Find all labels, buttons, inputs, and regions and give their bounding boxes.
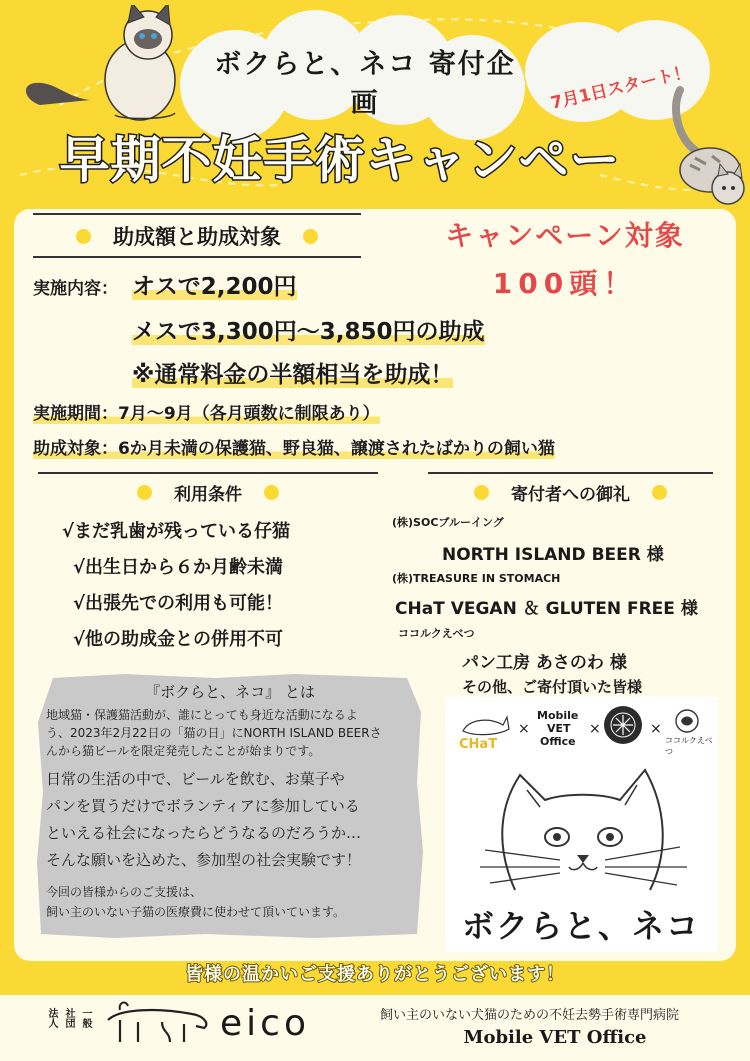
- org-logo-text: eico: [220, 1003, 310, 1044]
- donor-name: CHaT VEGAN ＆ GLUTEN FREE 様: [395, 599, 698, 619]
- donor-company: ココルクえべつ: [398, 627, 475, 640]
- grant-target-text: 助成対象：6か月未満の保護猫、野良猫、譲渡されたばかりの飼い猫: [33, 439, 555, 459]
- bullet-dot: [76, 229, 91, 244]
- about-p2-line: パンを買うだけでボランティアに参加している: [46, 797, 360, 815]
- donor-company: (株)SOCブルーイング: [392, 516, 504, 529]
- about-p1-line: んから猫ビールを限定発売したことが始まりです。: [46, 744, 321, 758]
- north-island-beer-logo-icon: [603, 705, 643, 745]
- bullet-dot: [474, 485, 489, 500]
- about-p3-line: 飼い主のいない子猫の医療費に使わせて頂いています。: [46, 905, 346, 919]
- conditions-heading-line: [38, 472, 378, 474]
- grant-period-text: 実施期間：7月～9月（各月頭数に制限あり）: [33, 404, 380, 424]
- grant-male-amount: [132, 268, 297, 301]
- about-p1-line: 地域猫・保護猫活動が、誰にとっても身近な活動になるよ: [46, 708, 358, 722]
- chat-cat-logo-icon: [459, 711, 511, 737]
- clinic-description: 飼い主のいない犬猫のための不妊去勢手術専門病院: [380, 1008, 680, 1023]
- mvo-logo-line: VET: [547, 722, 571, 735]
- org-type-vertical: [44, 1008, 93, 1028]
- campaign-main-title: 早期不妊手術キャンペー: [59, 131, 621, 189]
- condition-item: √他の助成金との併用不可: [73, 629, 284, 650]
- cross-mark: ×: [518, 721, 530, 737]
- grant-note-text: ※通常料金の半額相当を助成！: [132, 362, 454, 388]
- cross-mark: ×: [589, 721, 601, 737]
- org-type-col: 社団: [63, 1008, 74, 1028]
- campaign-target-line2: 100頭！: [492, 267, 638, 300]
- donor-name: パン工房 あさのわ 様: [462, 653, 627, 673]
- cat-face-illustration: [465, 755, 697, 895]
- grant-heading-line: [33, 213, 361, 215]
- chat-logo-text: CHaT: [459, 737, 498, 752]
- donor-name: NORTH ISLAND BEER 様: [442, 545, 664, 565]
- mvo-logo-line: Office: [540, 735, 576, 748]
- bullet-dot: [652, 485, 667, 500]
- bullet-dot: [137, 485, 152, 500]
- about-p2-line: 日常の生活の中で、ビールを飲む、お菓子や: [46, 770, 345, 788]
- grant-content-label: 実施内容：: [33, 279, 118, 299]
- condition-item: √出張先での利用も可能！: [73, 593, 284, 614]
- grant-heading: [33, 216, 361, 256]
- about-p2-line: そんな願いを込めた、参加型の社会実験です！: [46, 851, 362, 869]
- conditions-heading: [38, 478, 378, 506]
- about-p2-line: といえる社会になったらどうなるのだろうか…: [46, 824, 362, 842]
- sitting-cat-illustration: [20, 5, 180, 125]
- thanks-message: 皆様の温かいご支援ありがとうございます！: [185, 964, 565, 985]
- about-p1-line: う、2023年2月22日の「猫の日」にNORTH ISLAND BEERさ: [46, 726, 382, 740]
- walking-cat-illustration: [640, 80, 750, 210]
- grant-period: [33, 399, 380, 424]
- mvo-logo-line: Mobile: [537, 709, 579, 722]
- donors-heading-text: 寄付者への御礼: [511, 484, 630, 505]
- about-title: 『ボクらと、ネコ』 とは: [145, 683, 315, 701]
- clinic-name: Mobile VET Office: [463, 1027, 647, 1048]
- donor-company: (株)TREASURE IN STOMACH: [392, 572, 561, 585]
- donors-heading: [428, 478, 713, 506]
- donor-others: その他、ご寄付頂いた皆様: [462, 678, 643, 696]
- product-logo-text: ボクらと、ネコ: [461, 907, 700, 945]
- kokoruku-logo-icon: [675, 709, 699, 733]
- grant-heading-line: [33, 256, 361, 258]
- org-type-col: 法人: [46, 1008, 57, 1028]
- grant-female-amount: [132, 313, 485, 346]
- meico-dog-logo-icon: [100, 998, 220, 1044]
- campaign-target-line1: キャンペーン対象: [445, 219, 685, 252]
- about-p3-line: 今回の皆様からのご支援は、: [46, 885, 203, 899]
- start-date-badge: 7月1日スタート！: [548, 61, 693, 114]
- collaboration-graphic: [445, 697, 717, 952]
- header-title: ボクらと、ネコ 寄付企画: [214, 49, 516, 119]
- org-type-col: 一般: [80, 1008, 91, 1028]
- grant-target: [33, 434, 555, 459]
- grant-heading-text: 助成額と助成対象: [113, 225, 281, 249]
- kokoruku-logo-text: ココルクえべつ: [665, 736, 713, 756]
- bullet-dot: [264, 485, 279, 500]
- bullet-dot: [303, 229, 318, 244]
- condition-item: √出生日から６か月齢未満: [73, 557, 284, 578]
- cross-mark: ×: [650, 721, 662, 737]
- grant-male-text: オスで2,200円: [132, 274, 297, 300]
- conditions-heading-text: 利用条件: [174, 484, 242, 505]
- grant-female-text: メスで3,300円～3,850円の助成: [132, 319, 485, 345]
- donors-heading-line: [428, 472, 713, 474]
- condition-item: √まだ乳歯が残っている仔猫: [62, 521, 291, 542]
- grant-note: [132, 356, 453, 389]
